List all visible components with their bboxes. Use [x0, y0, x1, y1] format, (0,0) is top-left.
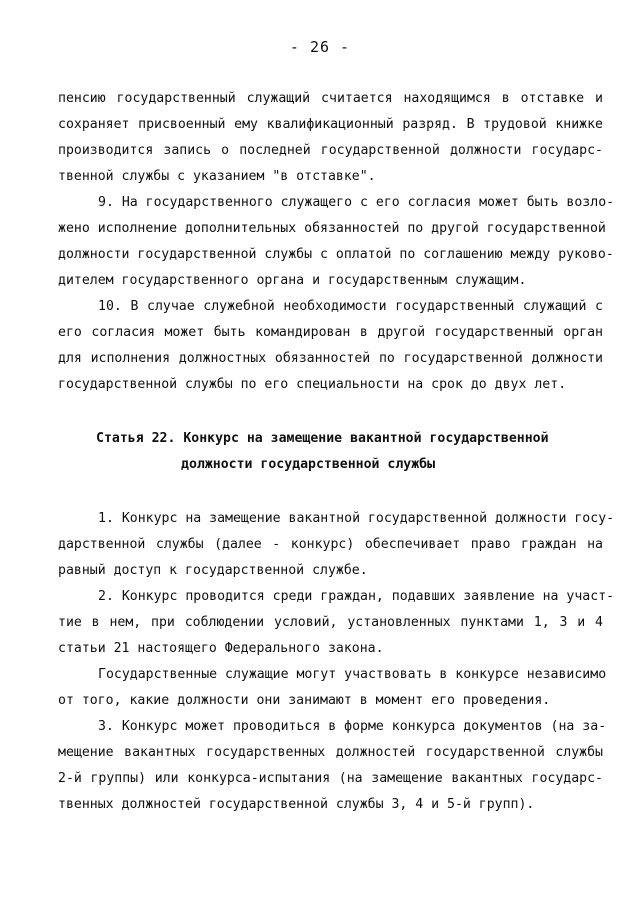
heading-line: Статья 22. Конкурс на замещение вакантной государственной: [96, 431, 549, 446]
paragraph-start-line: 1. Конкурс на замещение вакантной государственной должности госу-: [98, 511, 615, 526]
paragraph-start-line: 3. Конкурс может проводиться в форме конкурса документов (на за-: [98, 719, 607, 734]
text-line: дарственной службы (далее - конкурс) обеспечивает право граждан на: [58, 537, 603, 552]
text-line: статьи 21 настоящего Федерального закона.: [58, 641, 384, 656]
text-line: мещение вакантных государственных должностей государственной службы: [58, 745, 603, 760]
text-line: пенсию государственный служащий считается находящимся в отставке и: [58, 91, 603, 106]
heading-line: должности государственной службы: [181, 457, 436, 472]
text-line: равный доступ к государственной службе.: [58, 563, 368, 578]
paragraph-start-line: 2. Конкурс проводится среди граждан, подавших заявление на участ-: [98, 589, 615, 604]
text-line: 2-й группы) или конкурса-испытания (на замещение вакантных государс-: [58, 771, 603, 786]
text-line: производится запись о последней государственной должности государс-: [58, 143, 603, 158]
text-line: для исполнения должностных обязанностей по государственной должности: [58, 351, 603, 366]
text-line: сохраняет присвоенный ему квалификационный разряд. В трудовой книжке: [58, 117, 603, 132]
paragraph-start-line: Государственные служащие могут участвовать в конкурсе независимо: [98, 667, 607, 682]
article-22-body: [58, 506, 615, 818]
page-number: - 26 -: [289, 38, 351, 56]
text-line: от того, какие должности они занимают в момент его проведения.: [58, 693, 551, 708]
text-line: его согласия может быть командирован в другой государственный орган: [58, 325, 603, 340]
text-line: должности государственной службы с оплатой по соглашению между руково-: [58, 247, 614, 262]
text-line: государственной службы по его специальности на срок до двух лет.: [58, 377, 567, 392]
article-22-heading: [0, 426, 640, 478]
text-line: дителем государственного органа и государственным служащим.: [58, 273, 527, 288]
paragraph-start-line: 9. На государственного служащего с его согласия может быть возло-: [98, 195, 615, 210]
article-21-continuation: [58, 86, 615, 398]
paragraph-start-line: 10. В случае служебной необходимости государственный служащий с: [98, 299, 603, 314]
text-line: твенных должностей государственной службы 3, 4 и 5-й групп).: [58, 797, 535, 812]
text-line: жено исполнение дополнительных обязанностей по другой государственной: [58, 221, 606, 236]
text-line: твенной службы с указанием "в отставке".: [58, 169, 376, 184]
text-line: тие в нем, при соблюдении условий, установленных пунктами 1, 3 и 4: [58, 615, 603, 630]
